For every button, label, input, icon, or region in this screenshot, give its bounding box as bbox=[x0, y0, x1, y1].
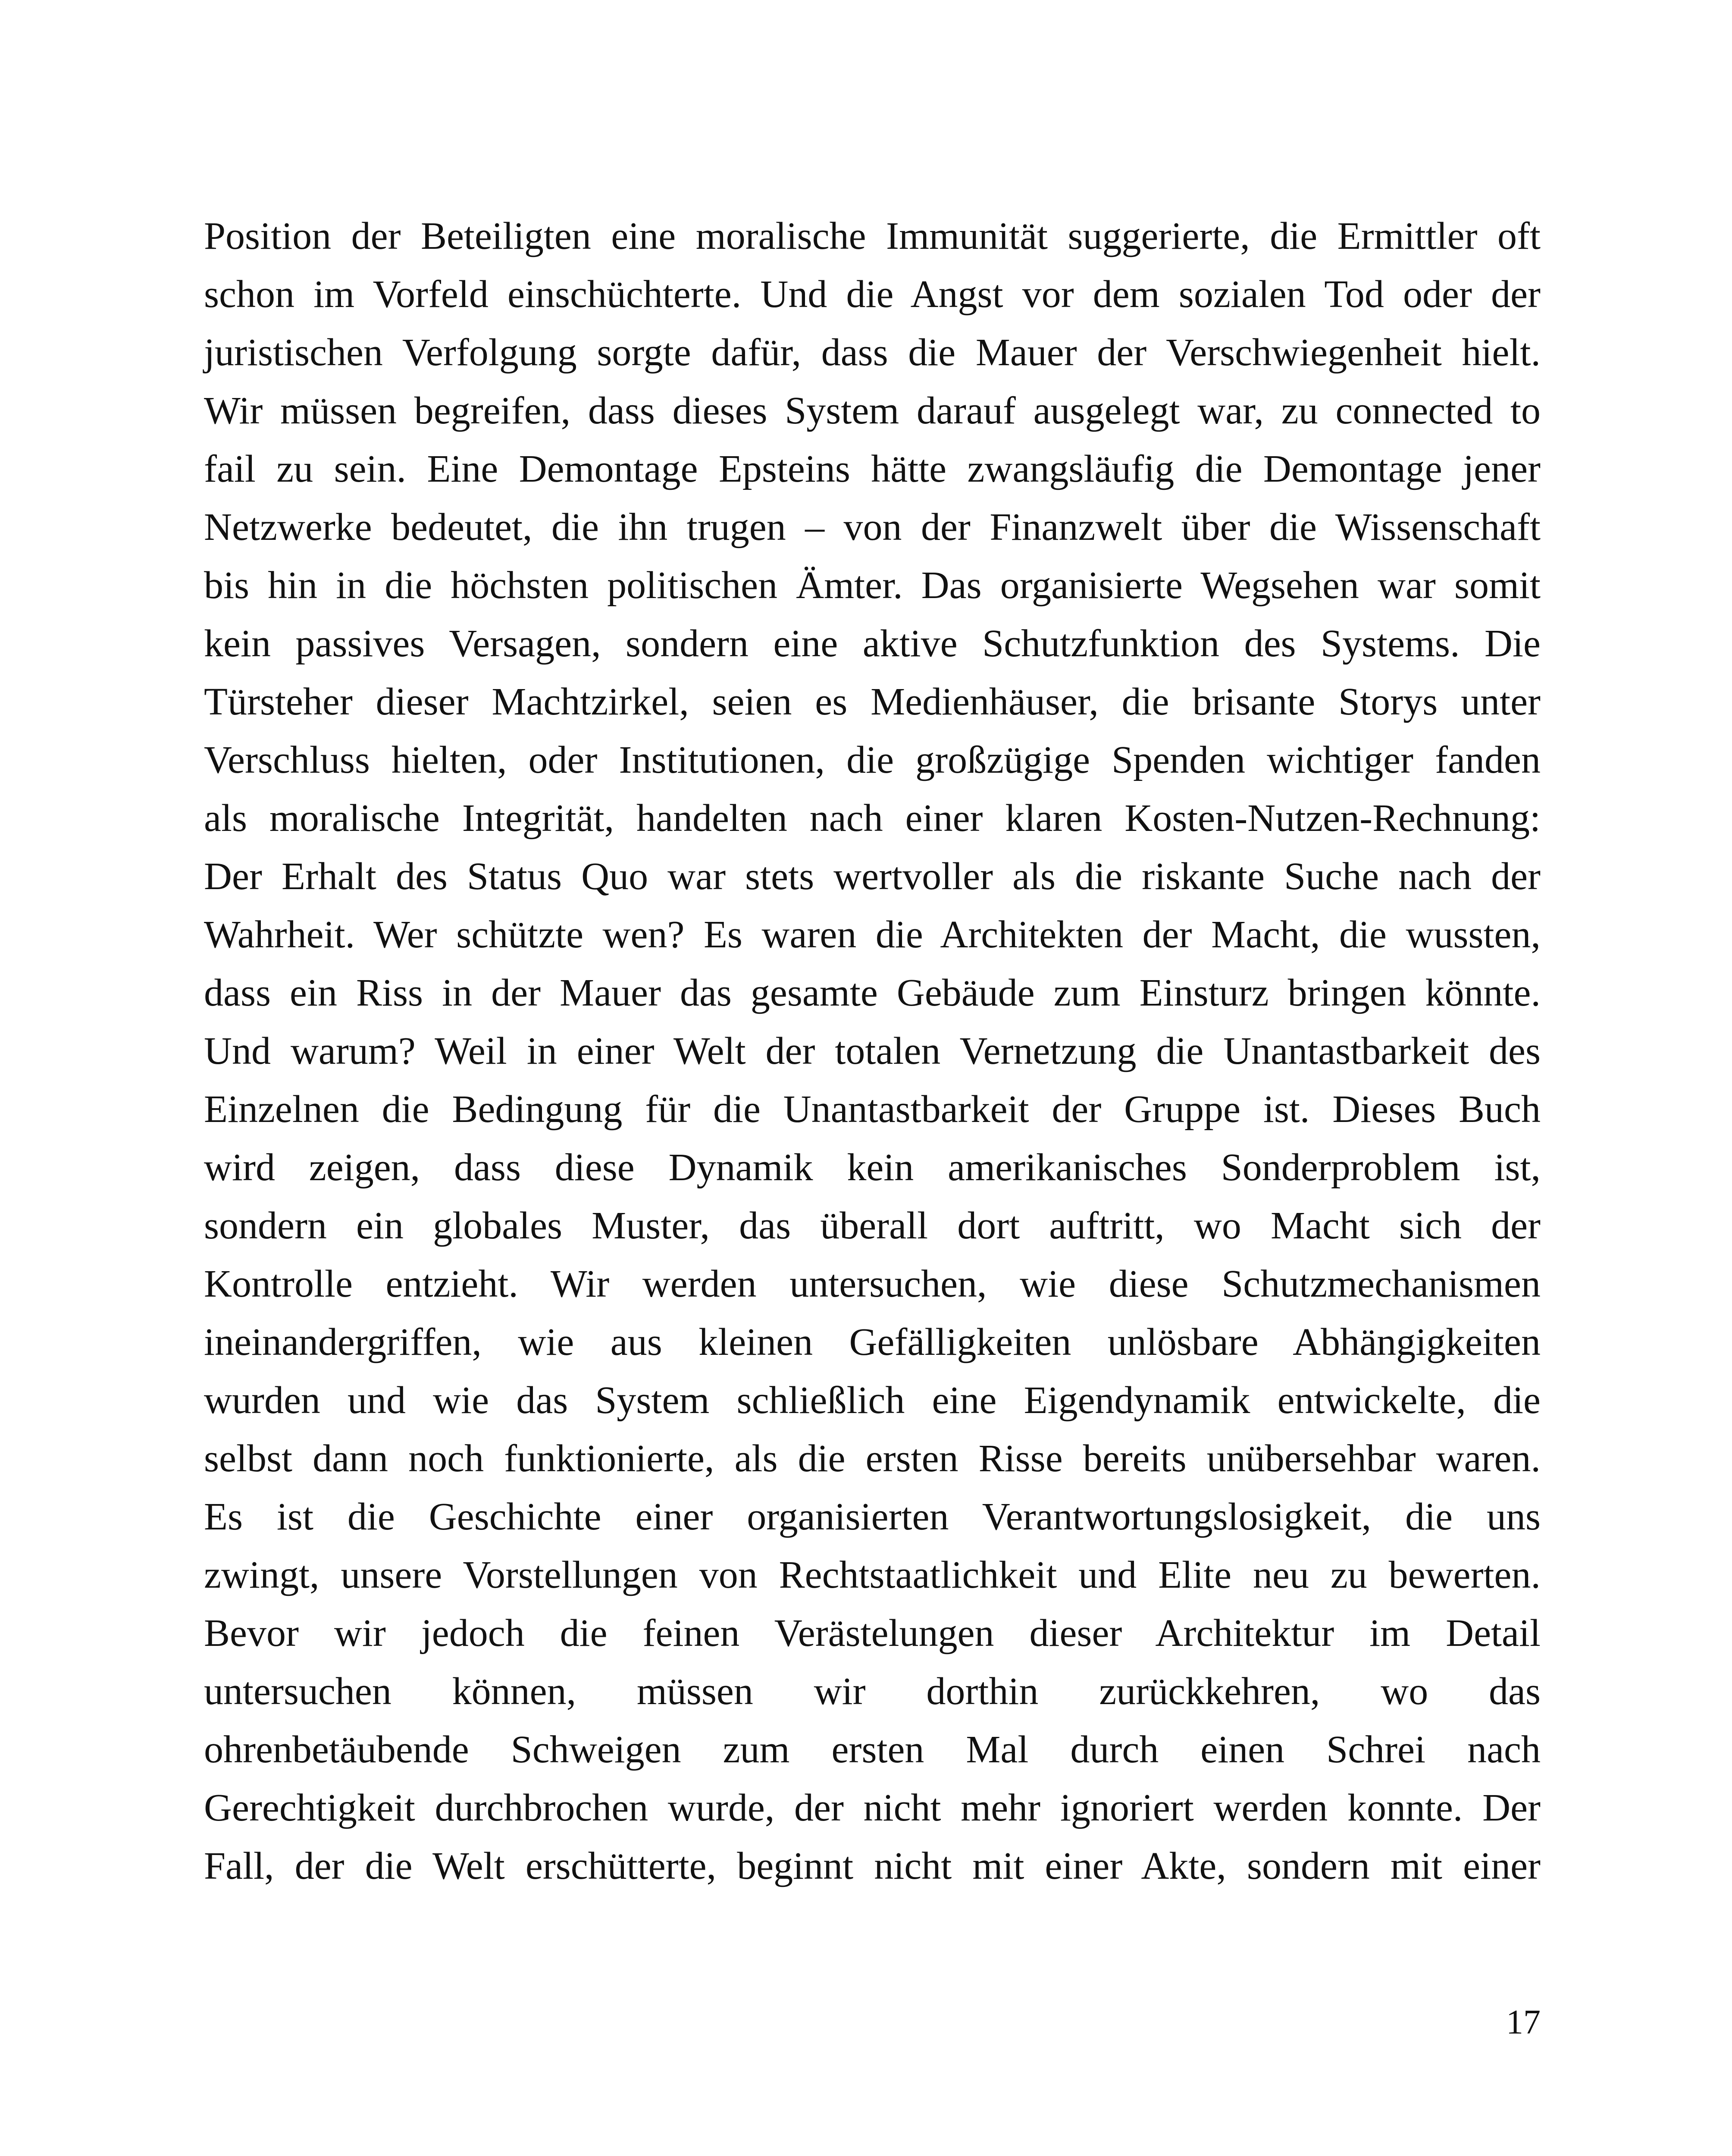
text-line: juristischen Verfolgung sorgte dafür, dass die Mauer der Verschwiegenheit hielt. bbox=[204, 331, 1541, 374]
text-line: dass ein Riss in der Mauer das gesamte Gebäude zum Einsturz bringen könnte. bbox=[204, 971, 1541, 1014]
text-line: untersuchen können, müssen wir dorthin zurückkehren, wo das bbox=[204, 1670, 1541, 1713]
text-line: Der Erhalt des Status Quo war stets wertvoller als die riskante Suche nach der bbox=[204, 855, 1541, 898]
text-line: Verschluss hielten, oder Institutionen, die großzügige Spenden wichtiger fanden bbox=[204, 739, 1541, 781]
text-line: wird zeigen, dass diese Dynamik kein amerikanisches Sonderproblem ist, bbox=[204, 1146, 1541, 1189]
text-line: Es ist die Geschichte einer organisierten Verantwortungslosigkeit, die uns bbox=[204, 1495, 1541, 1538]
text-line: Gerechtigkeit durchbrochen wurde, der nicht mehr ignoriert werden konnte. Der bbox=[204, 1786, 1541, 1829]
text-line: Türsteher dieser Machtzirkel, seien es Medienhäuser, die brisante Storys unter bbox=[204, 680, 1541, 723]
text-line: schon im Vorfeld einschüchterte. Und die Angst vor dem sozialen Tod oder der bbox=[204, 273, 1541, 316]
text-line: fail zu sein. Eine Demontage Epsteins hätte zwangsläufig die Demontage jener bbox=[204, 448, 1541, 490]
text-line: Und warum? Weil in einer Welt der totalen Vernetzung die Unantastbarkeit des bbox=[204, 1030, 1541, 1072]
text-line: Netzwerke bedeutet, die ihn trugen – von der Finanzwelt über die Wissenschaft bbox=[204, 506, 1541, 548]
text-line: Kontrolle entzieht. Wir werden untersuchen, wie diese Schutzmechanismen bbox=[204, 1263, 1541, 1305]
text-line: Bevor wir jedoch die feinen Verästelungen dieser Architektur im Detail bbox=[204, 1612, 1541, 1655]
text-line: ineinandergriffen, wie aus kleinen Gefälligkeiten unlösbare Abhängigkeiten bbox=[204, 1321, 1541, 1363]
text-line: Wir müssen begreifen, dass dieses System darauf ausgelegt war, zu connected to bbox=[204, 389, 1541, 432]
text-line: ohrenbetäubende Schweigen zum ersten Mal durch einen Schrei nach bbox=[204, 1728, 1541, 1771]
text-line: selbst dann noch funktionierte, als die ersten Risse bereits unübersehbar waren. bbox=[204, 1437, 1541, 1480]
text-line: bis hin in die höchsten politischen Ämter. Das organisierte Wegsehen war somit bbox=[204, 564, 1541, 607]
text-line: Fall, der die Welt erschütterte, beginnt nicht mit einer Akte, sondern mit einer bbox=[204, 1845, 1541, 1887]
text-line: zwingt, unsere Vorstellungen von Rechtstaatlichkeit und Elite neu zu bewerten. bbox=[204, 1554, 1541, 1596]
text-line: Einzelnen die Bedingung für die Unantastbarkeit der Gruppe ist. Dieses Buch bbox=[204, 1088, 1541, 1131]
text-line: kein passives Versagen, sondern eine aktive Schutzfunktion des Systems. Die bbox=[204, 622, 1541, 665]
text-line: sondern ein globales Muster, das überall dort auftritt, wo Macht sich der bbox=[204, 1204, 1541, 1247]
body-text bbox=[204, 207, 1541, 1895]
text-line: wurden und wie das System schließlich eine Eigendynamik entwickelte, die bbox=[204, 1379, 1541, 1422]
text-line: Wahrheit. Wer schützte wen? Es waren die Architekten der Macht, die wussten, bbox=[204, 913, 1541, 956]
text-line: als moralische Integrität, handelten nach einer klaren Kosten-Nutzen-Rechnung: bbox=[204, 797, 1541, 840]
page-number: 17 bbox=[1506, 2003, 1541, 2041]
text-line: Position der Beteiligten eine moralische Immunität suggerierte, die Ermittler oft bbox=[204, 215, 1541, 257]
